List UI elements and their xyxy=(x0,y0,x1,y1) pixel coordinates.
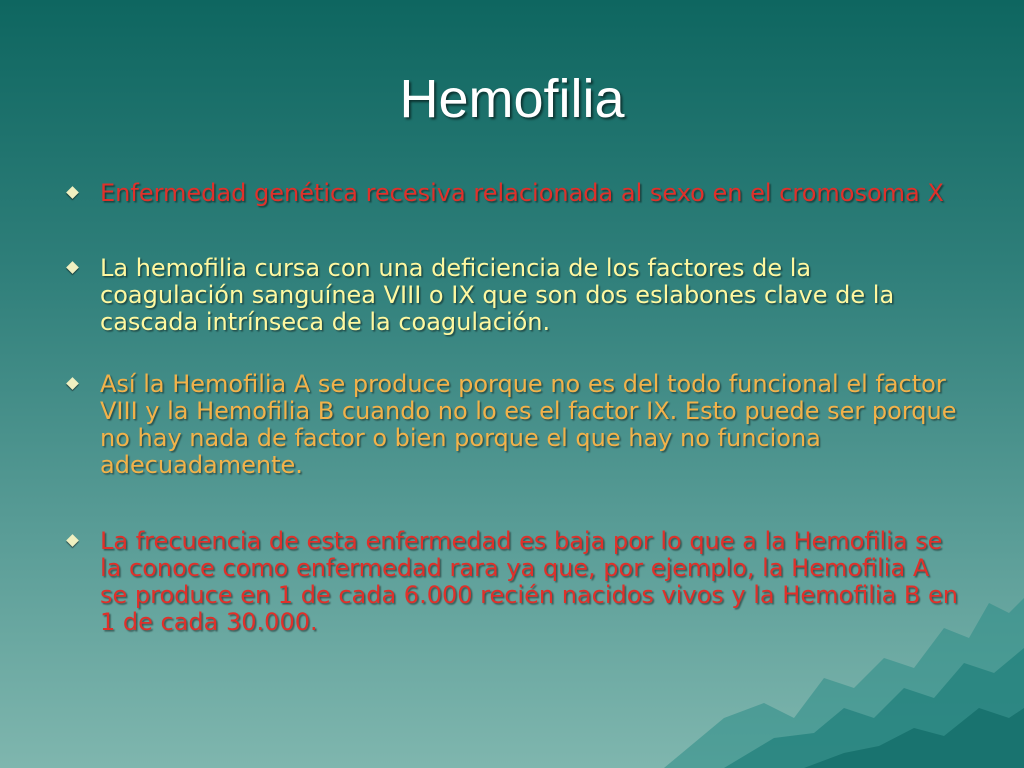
diamond-bullet-icon xyxy=(66,186,79,199)
bullet-text-2: La hemofilia cursa con una deficiencia de los factores de la coagulación sanguínea VIII o IX que son dos eslabones clave de la cascada intrínseca de la coagulación. xyxy=(100,254,895,336)
diamond-bullet-icon xyxy=(66,377,79,390)
diamond-bullet-icon xyxy=(66,534,79,547)
bullet-text-4: La frecuencia de esta enfermedad es baja por lo que a la Hemofilia se la conoce como enfermedad rara ya que, por ejemplo, la Hemofilia A se produce en 1 de cada 6.000 recién nacidos vivos y la Hemofilia B en 1 de cada 30.000. xyxy=(100,527,958,636)
bullet-list xyxy=(62,180,962,636)
diamond-bullet-icon xyxy=(66,261,79,274)
bullet-item-3 xyxy=(62,371,962,479)
bullet-text-1: Enfermedad genética recesiva relacionada al sexo en el cromosoma X xyxy=(100,179,944,207)
slide-title: Hemofilia xyxy=(399,69,625,129)
bullet-item-1 xyxy=(62,180,962,207)
bullet-text-3: Así la Hemofilia A se produce porque no es del todo funcional el factor VIII y la Hemofilia B cuando no lo es el factor IX. Esto puede ser porque no hay nada de factor o bien porque el que hay no funciona adecuadamente. xyxy=(100,370,957,479)
bullet-item-2 xyxy=(62,255,962,336)
bullet-item-4 xyxy=(62,528,962,636)
